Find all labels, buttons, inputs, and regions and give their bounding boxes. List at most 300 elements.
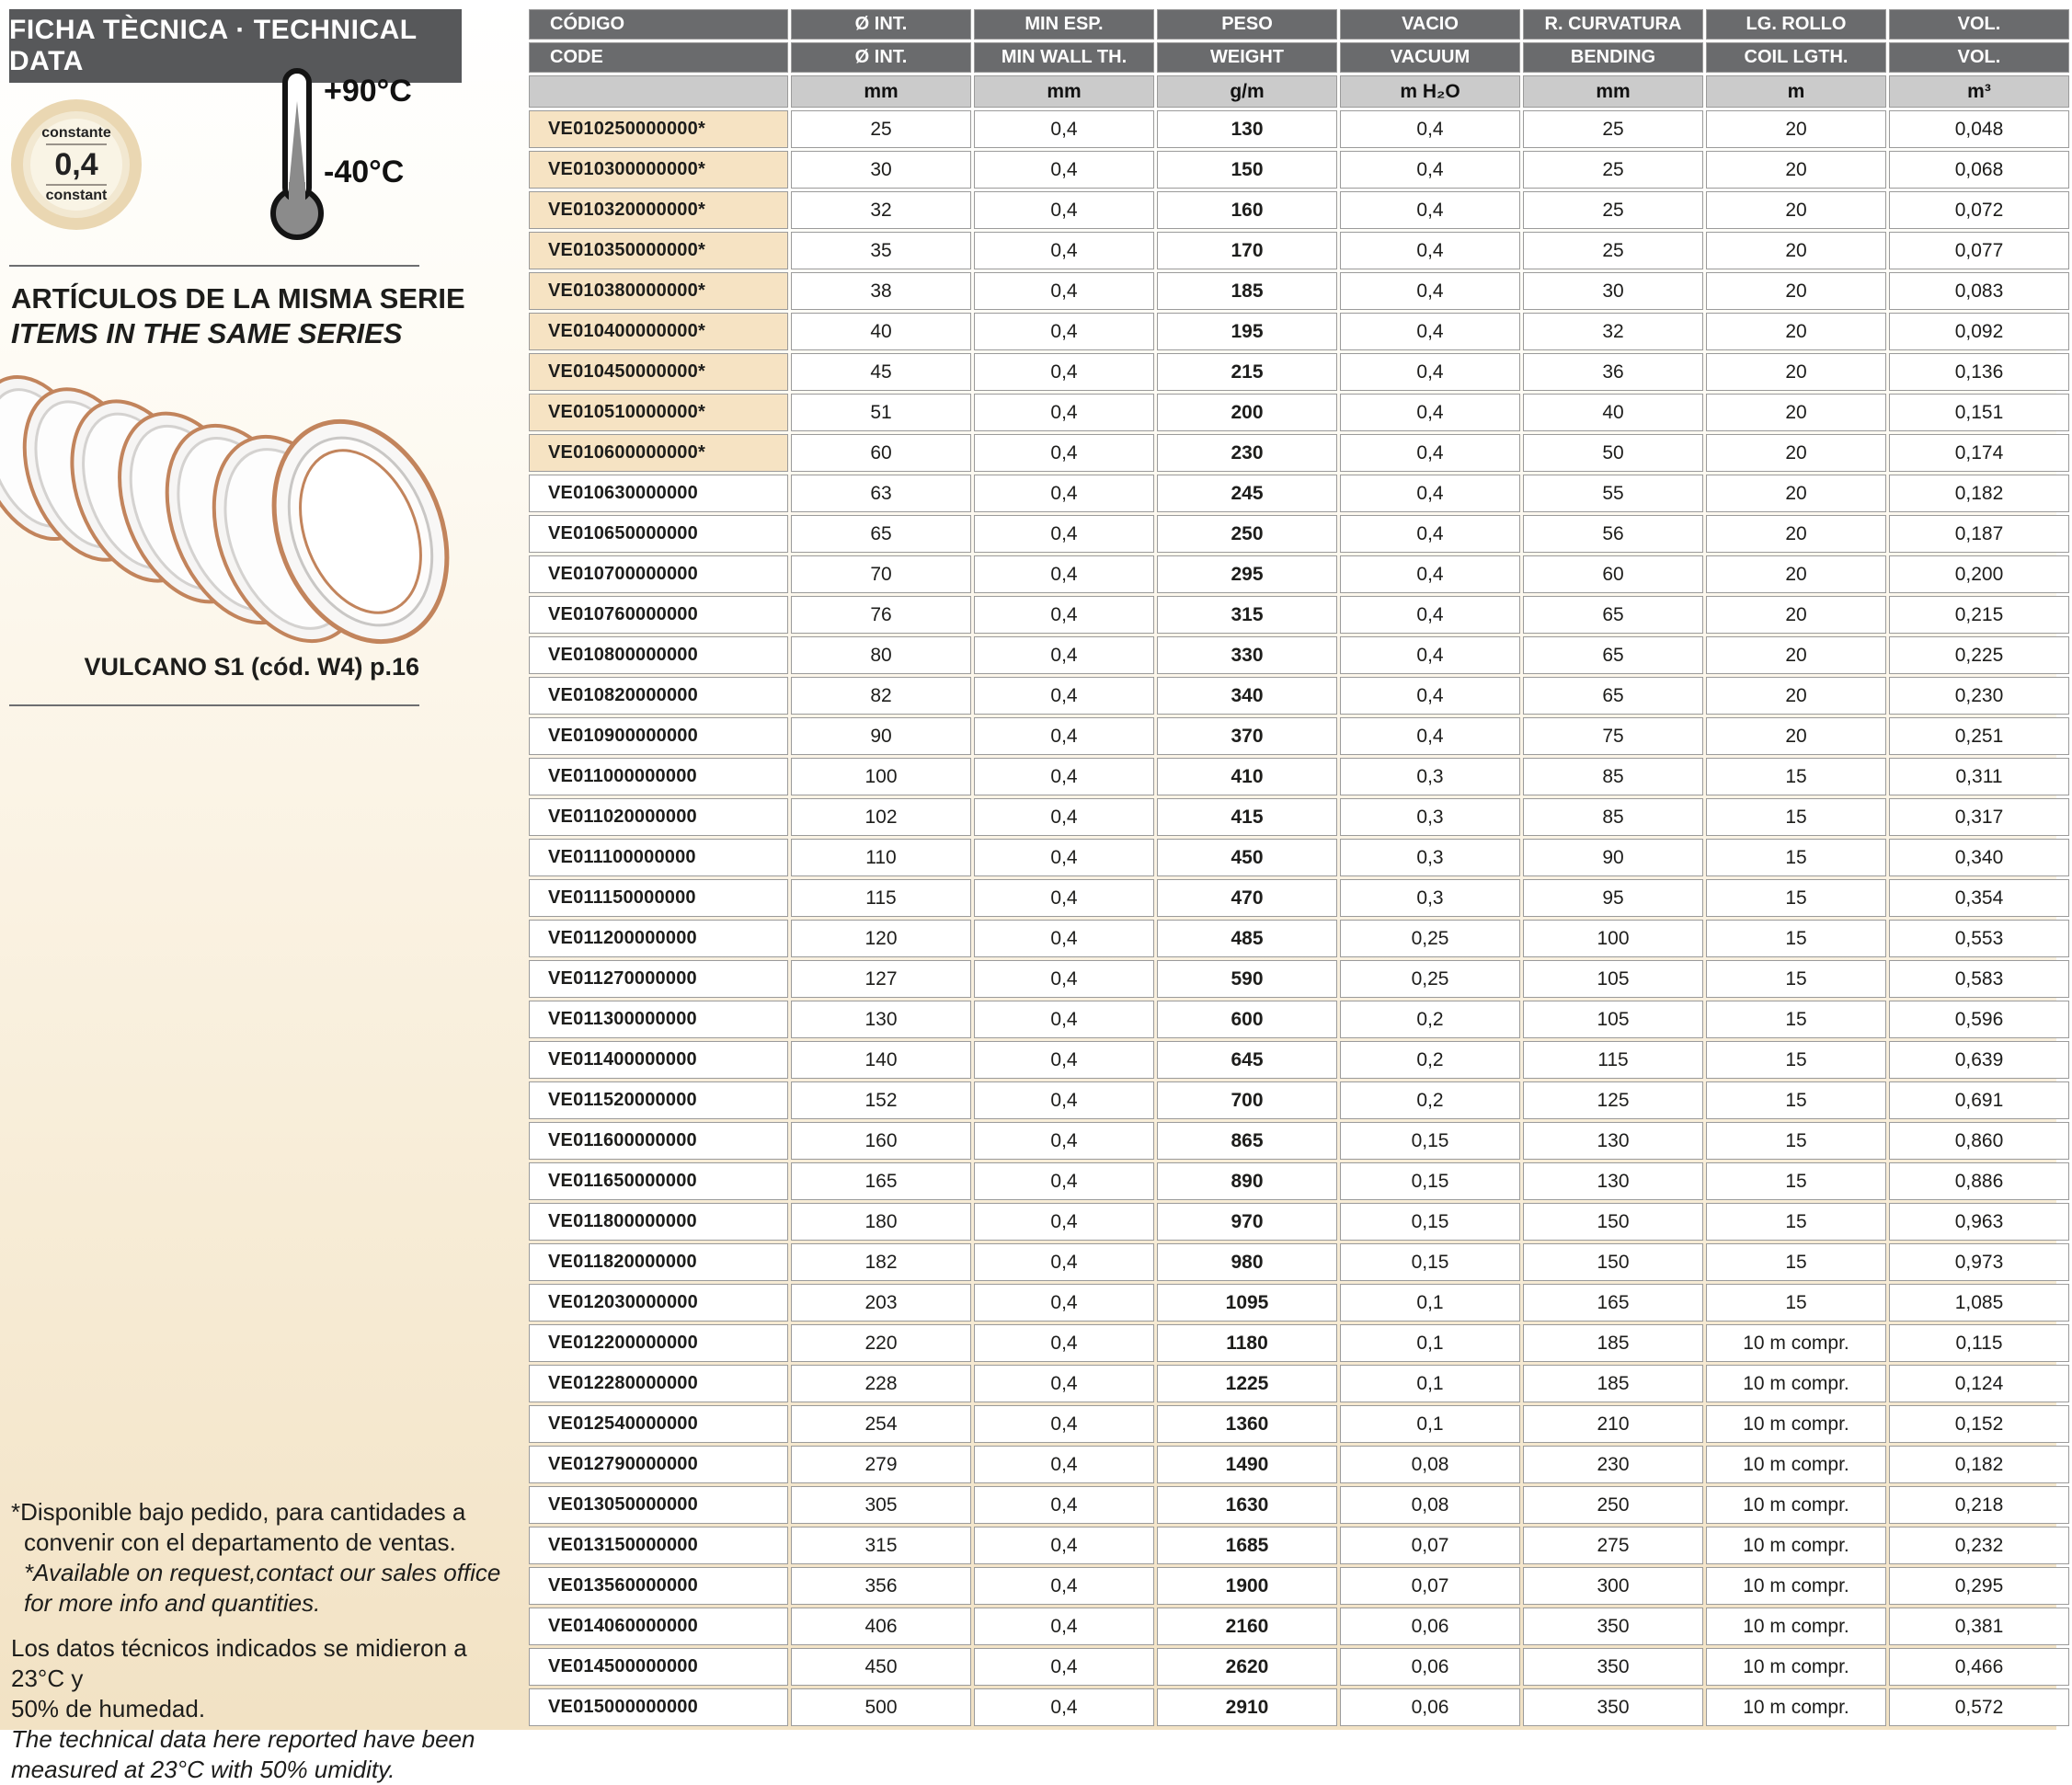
cell-bending: 115 xyxy=(1523,1041,1703,1079)
cell-min-wall: 0,4 xyxy=(974,1648,1154,1686)
cell-inner-diameter: 182 xyxy=(791,1243,971,1281)
cell-bending: 150 xyxy=(1523,1203,1703,1241)
cell-code: VE011520000000 xyxy=(529,1081,788,1119)
cell-bending: 25 xyxy=(1523,191,1703,229)
cell-coil-length: 20 xyxy=(1706,636,1886,674)
cell-inner-diameter: 76 xyxy=(791,596,971,634)
cell-inner-diameter: 110 xyxy=(791,839,971,876)
cell-volume: 0,048 xyxy=(1889,110,2069,148)
cell-coil-length: 15 xyxy=(1706,1001,1886,1038)
cell-code: VE010250000000* xyxy=(529,110,788,148)
table-row xyxy=(529,758,2069,795)
cell-coil-length: 20 xyxy=(1706,555,1886,593)
header-bending: BENDING xyxy=(1523,42,1703,73)
cell-code: VE012540000000 xyxy=(529,1405,788,1443)
cell-code: VE011150000000 xyxy=(529,879,788,917)
cell-vacuum: 0,4 xyxy=(1340,555,1520,593)
cell-bending: 56 xyxy=(1523,515,1703,553)
cell-inner-diameter: 130 xyxy=(791,1001,971,1038)
thermometer-icon xyxy=(269,66,326,247)
cell-vacuum: 0,4 xyxy=(1340,515,1520,553)
footnote-measured-es-line1: Los datos técnicos indicados se midieron a 23°C y xyxy=(11,1634,467,1692)
cell-vacuum: 0,4 xyxy=(1340,434,1520,472)
cell-vacuum: 0,06 xyxy=(1340,1648,1520,1686)
cell-bending: 25 xyxy=(1523,232,1703,269)
cell-coil-length: 20 xyxy=(1706,191,1886,229)
table-row xyxy=(529,191,2069,229)
cell-code: VE010400000000* xyxy=(529,313,788,350)
cell-volume: 0,583 xyxy=(1889,960,2069,998)
cell-coil-length: 15 xyxy=(1706,839,1886,876)
cell-coil-length: 15 xyxy=(1706,879,1886,917)
badge-value: 0,4 xyxy=(54,147,98,182)
cell-min-wall: 0,4 xyxy=(974,798,1154,836)
cell-weight: 890 xyxy=(1157,1162,1337,1200)
cell-vacuum: 0,15 xyxy=(1340,1122,1520,1160)
cell-weight: 370 xyxy=(1157,717,1337,755)
cell-vacuum: 0,4 xyxy=(1340,394,1520,431)
table-row xyxy=(529,475,2069,512)
cell-code: VE011200000000 xyxy=(529,920,788,957)
cell-min-wall: 0,4 xyxy=(974,1001,1154,1038)
temperature-max: +90°C xyxy=(324,74,412,109)
cell-vacuum: 0,4 xyxy=(1340,353,1520,391)
cell-coil-length: 20 xyxy=(1706,596,1886,634)
cell-volume: 0,218 xyxy=(1889,1486,2069,1524)
cell-coil-length: 20 xyxy=(1706,353,1886,391)
table-row xyxy=(529,110,2069,148)
cell-weight: 980 xyxy=(1157,1243,1337,1281)
cell-inner-diameter: 115 xyxy=(791,879,971,917)
cell-vacuum: 0,4 xyxy=(1340,475,1520,512)
unit-mh2o: m H₂O xyxy=(1340,75,1520,108)
cell-min-wall: 0,4 xyxy=(974,839,1154,876)
cell-vacuum: 0,1 xyxy=(1340,1284,1520,1322)
divider-line xyxy=(9,704,419,706)
cell-min-wall: 0,4 xyxy=(974,313,1154,350)
cell-volume: 0,136 xyxy=(1889,353,2069,391)
table-row xyxy=(529,394,2069,431)
cell-vacuum: 0,08 xyxy=(1340,1486,1520,1524)
cell-bending: 36 xyxy=(1523,353,1703,391)
cell-bending: 130 xyxy=(1523,1122,1703,1160)
cell-code: VE011020000000 xyxy=(529,798,788,836)
cell-min-wall: 0,4 xyxy=(974,596,1154,634)
page-title: FICHA TÈCNICA · TECHNICAL DATA xyxy=(9,9,462,83)
cell-weight: 315 xyxy=(1157,596,1337,634)
cell-min-wall: 0,4 xyxy=(974,1041,1154,1079)
cell-coil-length: 15 xyxy=(1706,1162,1886,1200)
cell-volume: 0,232 xyxy=(1889,1527,2069,1564)
cell-volume: 0,200 xyxy=(1889,555,2069,593)
cell-min-wall: 0,4 xyxy=(974,1608,1154,1645)
cell-min-wall: 0,4 xyxy=(974,151,1154,189)
badge-label-en: constant xyxy=(45,188,108,203)
cell-code: VE012200000000 xyxy=(529,1324,788,1362)
cell-weight: 295 xyxy=(1157,555,1337,593)
cell-bending: 105 xyxy=(1523,1001,1703,1038)
cell-min-wall: 0,4 xyxy=(974,353,1154,391)
cell-weight: 150 xyxy=(1157,151,1337,189)
cell-inner-diameter: 65 xyxy=(791,515,971,553)
series-heading xyxy=(11,281,489,351)
table-row xyxy=(529,717,2069,755)
footnote-measured-en-line2: measured at 23°C with 50% umidity. xyxy=(11,1756,395,1783)
cell-bending: 50 xyxy=(1523,434,1703,472)
cell-coil-length: 15 xyxy=(1706,1243,1886,1281)
cell-min-wall: 0,4 xyxy=(974,636,1154,674)
table-row xyxy=(529,636,2069,674)
cell-min-wall: 0,4 xyxy=(974,272,1154,310)
cell-inner-diameter: 32 xyxy=(791,191,971,229)
cell-inner-diameter: 356 xyxy=(791,1567,971,1605)
cell-vacuum: 0,25 xyxy=(1340,920,1520,957)
cell-min-wall: 0,4 xyxy=(974,515,1154,553)
cell-bending: 30 xyxy=(1523,272,1703,310)
footnotes xyxy=(11,1497,522,1785)
cell-code: VE010760000000 xyxy=(529,596,788,634)
cell-code: VE010510000000* xyxy=(529,394,788,431)
cell-inner-diameter: 140 xyxy=(791,1041,971,1079)
header-peso: PESO xyxy=(1157,9,1337,40)
cell-code: VE010650000000 xyxy=(529,515,788,553)
unit-gm: g/m xyxy=(1157,75,1337,108)
cell-vacuum: 0,15 xyxy=(1340,1243,1520,1281)
cell-weight: 170 xyxy=(1157,232,1337,269)
cell-bending: 350 xyxy=(1523,1688,1703,1726)
cell-code: VE010630000000 xyxy=(529,475,788,512)
table-row xyxy=(529,151,2069,189)
cell-vacuum: 0,07 xyxy=(1340,1527,1520,1564)
cell-inner-diameter: 100 xyxy=(791,758,971,795)
cell-vacuum: 0,4 xyxy=(1340,272,1520,310)
cell-bending: 65 xyxy=(1523,677,1703,715)
cell-volume: 0,174 xyxy=(1889,434,2069,472)
cell-code: VE011400000000 xyxy=(529,1041,788,1079)
cell-coil-length: 10 m compr. xyxy=(1706,1486,1886,1524)
cell-bending: 32 xyxy=(1523,313,1703,350)
cell-coil-length: 20 xyxy=(1706,110,1886,148)
header-weight: WEIGHT xyxy=(1157,42,1337,73)
table-row xyxy=(529,1203,2069,1241)
cell-code: VE011820000000 xyxy=(529,1243,788,1281)
table-row xyxy=(529,798,2069,836)
header-min-esp: MIN ESP. xyxy=(974,9,1154,40)
cell-coil-length: 20 xyxy=(1706,434,1886,472)
cell-vacuum: 0,4 xyxy=(1340,110,1520,148)
table-row xyxy=(529,1527,2069,1564)
cell-volume: 0,691 xyxy=(1889,1081,2069,1119)
cell-vacuum: 0,25 xyxy=(1340,960,1520,998)
unit-code xyxy=(529,75,788,108)
cell-vacuum: 0,4 xyxy=(1340,232,1520,269)
footnote-measured-en-line1: The technical data here reported have been xyxy=(11,1725,475,1753)
cell-code: VE011650000000 xyxy=(529,1162,788,1200)
unit-mm-diameter: mm xyxy=(791,75,971,108)
table-row xyxy=(529,1446,2069,1483)
cell-min-wall: 0,4 xyxy=(974,1203,1154,1241)
cell-weight: 590 xyxy=(1157,960,1337,998)
cell-vacuum: 0,4 xyxy=(1340,636,1520,674)
cell-bending: 125 xyxy=(1523,1081,1703,1119)
cell-coil-length: 15 xyxy=(1706,1122,1886,1160)
cell-volume: 0,225 xyxy=(1889,636,2069,674)
cell-code: VE012030000000 xyxy=(529,1284,788,1322)
cell-min-wall: 0,4 xyxy=(974,1405,1154,1443)
cell-weight: 1180 xyxy=(1157,1324,1337,1362)
cell-coil-length: 20 xyxy=(1706,313,1886,350)
cell-bending: 105 xyxy=(1523,960,1703,998)
cell-weight: 1225 xyxy=(1157,1365,1337,1402)
header-vacio: VACIO xyxy=(1340,9,1520,40)
cell-code: VE010350000000* xyxy=(529,232,788,269)
cell-code: VE013050000000 xyxy=(529,1486,788,1524)
cell-weight: 2160 xyxy=(1157,1608,1337,1645)
header-row-es xyxy=(529,9,2069,40)
table-row xyxy=(529,1405,2069,1443)
cell-min-wall: 0,4 xyxy=(974,717,1154,755)
cell-weight: 340 xyxy=(1157,677,1337,715)
cell-volume: 0,072 xyxy=(1889,191,2069,229)
table-row xyxy=(529,960,2069,998)
cell-inner-diameter: 127 xyxy=(791,960,971,998)
table-row xyxy=(529,272,2069,310)
cell-volume: 0,354 xyxy=(1889,879,2069,917)
cell-coil-length: 15 xyxy=(1706,758,1886,795)
cell-code: VE010380000000* xyxy=(529,272,788,310)
cell-inner-diameter: 500 xyxy=(791,1688,971,1726)
cell-inner-diameter: 60 xyxy=(791,434,971,472)
cell-min-wall: 0,4 xyxy=(974,475,1154,512)
table-row xyxy=(529,1243,2069,1281)
cell-vacuum: 0,08 xyxy=(1340,1446,1520,1483)
cell-inner-diameter: 90 xyxy=(791,717,971,755)
cell-bending: 230 xyxy=(1523,1446,1703,1483)
header-min-wall: MIN WALL TH. xyxy=(974,42,1154,73)
cell-min-wall: 0,4 xyxy=(974,1243,1154,1281)
cell-volume: 0,077 xyxy=(1889,232,2069,269)
cell-min-wall: 0,4 xyxy=(974,1486,1154,1524)
cell-weight: 195 xyxy=(1157,313,1337,350)
cell-bending: 185 xyxy=(1523,1365,1703,1402)
cell-code: VE011800000000 xyxy=(529,1203,788,1241)
cell-code: VE010320000000* xyxy=(529,191,788,229)
cell-inner-diameter: 35 xyxy=(791,232,971,269)
table-row xyxy=(529,434,2069,472)
cell-code: VE011600000000 xyxy=(529,1122,788,1160)
cell-volume: 0,466 xyxy=(1889,1648,2069,1686)
cell-coil-length: 10 m compr. xyxy=(1706,1324,1886,1362)
cell-coil-length: 15 xyxy=(1706,960,1886,998)
cell-vacuum: 0,3 xyxy=(1340,798,1520,836)
header-vol-es: VOL. xyxy=(1889,9,2069,40)
cell-min-wall: 0,4 xyxy=(974,394,1154,431)
cell-min-wall: 0,4 xyxy=(974,232,1154,269)
cell-inner-diameter: 102 xyxy=(791,798,971,836)
cell-code: VE013150000000 xyxy=(529,1527,788,1564)
cell-volume: 0,973 xyxy=(1889,1243,2069,1281)
cell-code: VE011100000000 xyxy=(529,839,788,876)
cell-volume: 0,083 xyxy=(1889,272,2069,310)
cell-weight: 200 xyxy=(1157,394,1337,431)
cell-code: VE011270000000 xyxy=(529,960,788,998)
cell-bending: 75 xyxy=(1523,717,1703,755)
cell-bending: 85 xyxy=(1523,798,1703,836)
cell-volume: 0,886 xyxy=(1889,1162,2069,1200)
footnote-available-en-line2: for more info and quantities. xyxy=(24,1589,321,1617)
cell-min-wall: 0,4 xyxy=(974,1527,1154,1564)
cell-coil-length: 20 xyxy=(1706,475,1886,512)
cell-inner-diameter: 120 xyxy=(791,920,971,957)
cell-coil-length: 20 xyxy=(1706,677,1886,715)
header-curvatura: R. CURVATURA xyxy=(1523,9,1703,40)
cell-volume: 0,124 xyxy=(1889,1365,2069,1402)
divider-line xyxy=(9,265,419,267)
series-heading-en: ITEMS IN THE SAME SERIES xyxy=(11,317,403,349)
cell-code: VE010700000000 xyxy=(529,555,788,593)
cell-min-wall: 0,4 xyxy=(974,1081,1154,1119)
cell-vacuum: 0,3 xyxy=(1340,758,1520,795)
constant-badge xyxy=(11,99,142,230)
temperature-min: -40°C xyxy=(324,154,405,189)
table-row xyxy=(529,1486,2069,1524)
header-code: CODE xyxy=(529,42,788,73)
cell-bending: 95 xyxy=(1523,879,1703,917)
cell-min-wall: 0,4 xyxy=(974,1688,1154,1726)
footnote-measured-es-line2: 50% de humedad. xyxy=(11,1695,206,1722)
cell-vacuum: 0,3 xyxy=(1340,879,1520,917)
cell-coil-length: 10 m compr. xyxy=(1706,1688,1886,1726)
cell-weight: 645 xyxy=(1157,1041,1337,1079)
table-row xyxy=(529,555,2069,593)
cell-coil-length: 10 m compr. xyxy=(1706,1405,1886,1443)
cell-inner-diameter: 180 xyxy=(791,1203,971,1241)
cell-inner-diameter: 70 xyxy=(791,555,971,593)
cell-min-wall: 0,4 xyxy=(974,960,1154,998)
cell-weight: 1900 xyxy=(1157,1567,1337,1605)
cell-coil-length: 10 m compr. xyxy=(1706,1446,1886,1483)
cell-bending: 350 xyxy=(1523,1608,1703,1645)
cell-vacuum: 0,1 xyxy=(1340,1405,1520,1443)
spec-table xyxy=(526,6,2072,1729)
cell-vacuum: 0,1 xyxy=(1340,1365,1520,1402)
cell-coil-length: 15 xyxy=(1706,798,1886,836)
cell-coil-length: 10 m compr. xyxy=(1706,1567,1886,1605)
cell-coil-length: 20 xyxy=(1706,232,1886,269)
cell-volume: 0,182 xyxy=(1889,475,2069,512)
cell-bending: 250 xyxy=(1523,1486,1703,1524)
cell-code: VE011300000000 xyxy=(529,1001,788,1038)
cell-volume: 0,152 xyxy=(1889,1405,2069,1443)
cell-weight: 245 xyxy=(1157,475,1337,512)
cell-vacuum: 0,4 xyxy=(1340,313,1520,350)
cell-coil-length: 10 m compr. xyxy=(1706,1527,1886,1564)
cell-inner-diameter: 63 xyxy=(791,475,971,512)
table-row xyxy=(529,232,2069,269)
cell-coil-length: 10 m compr. xyxy=(1706,1608,1886,1645)
cell-code: VE010800000000 xyxy=(529,636,788,674)
cell-bending: 210 xyxy=(1523,1405,1703,1443)
cell-volume: 0,092 xyxy=(1889,313,2069,350)
cell-inner-diameter: 38 xyxy=(791,272,971,310)
cell-weight: 970 xyxy=(1157,1203,1337,1241)
cell-coil-length: 20 xyxy=(1706,515,1886,553)
series-item-caption: VULCANO S1 (cód. W4) p.16 xyxy=(84,653,419,681)
cell-weight: 130 xyxy=(1157,110,1337,148)
cell-vacuum: 0,2 xyxy=(1340,1001,1520,1038)
cell-volume: 0,115 xyxy=(1889,1324,2069,1362)
cell-vacuum: 0,2 xyxy=(1340,1041,1520,1079)
cell-inner-diameter: 279 xyxy=(791,1446,971,1483)
table-row xyxy=(529,1081,2069,1119)
cell-weight: 450 xyxy=(1157,839,1337,876)
header-row-en xyxy=(529,42,2069,73)
cell-bending: 40 xyxy=(1523,394,1703,431)
cell-weight: 2620 xyxy=(1157,1648,1337,1686)
constant-badge-center xyxy=(30,119,122,211)
cell-volume: 0,311 xyxy=(1889,758,2069,795)
cell-bending: 100 xyxy=(1523,920,1703,957)
cell-coil-length: 15 xyxy=(1706,1041,1886,1079)
cell-inner-diameter: 228 xyxy=(791,1365,971,1402)
cell-min-wall: 0,4 xyxy=(974,920,1154,957)
table-row xyxy=(529,1122,2069,1160)
cell-inner-diameter: 315 xyxy=(791,1527,971,1564)
cell-inner-diameter: 82 xyxy=(791,677,971,715)
cell-coil-length: 20 xyxy=(1706,272,1886,310)
cell-min-wall: 0,4 xyxy=(974,1446,1154,1483)
cell-inner-diameter: 203 xyxy=(791,1284,971,1322)
cell-weight: 185 xyxy=(1157,272,1337,310)
units-row xyxy=(529,75,2069,108)
cell-bending: 60 xyxy=(1523,555,1703,593)
cell-volume: 0,572 xyxy=(1889,1688,2069,1726)
cell-bending: 65 xyxy=(1523,636,1703,674)
cell-coil-length: 15 xyxy=(1706,1284,1886,1322)
cell-weight: 410 xyxy=(1157,758,1337,795)
cell-code: VE010820000000 xyxy=(529,677,788,715)
cell-min-wall: 0,4 xyxy=(974,434,1154,472)
cell-code: VE012280000000 xyxy=(529,1365,788,1402)
cell-bending: 90 xyxy=(1523,839,1703,876)
header-diametro: Ø INT. xyxy=(791,9,971,40)
cell-min-wall: 0,4 xyxy=(974,1567,1154,1605)
cell-min-wall: 0,4 xyxy=(974,110,1154,148)
cell-code: VE015000000000 xyxy=(529,1688,788,1726)
cell-code: VE014060000000 xyxy=(529,1608,788,1645)
cell-min-wall: 0,4 xyxy=(974,879,1154,917)
cell-inner-diameter: 220 xyxy=(791,1324,971,1362)
table-row xyxy=(529,1162,2069,1200)
header-coil-length: COIL LGTH. xyxy=(1706,42,1886,73)
table-row xyxy=(529,353,2069,391)
header-vol-en: VOL. xyxy=(1889,42,2069,73)
cell-volume: 0,553 xyxy=(1889,920,2069,957)
cell-coil-length: 20 xyxy=(1706,717,1886,755)
cell-code: VE010450000000* xyxy=(529,353,788,391)
cell-min-wall: 0,4 xyxy=(974,1365,1154,1402)
cell-vacuum: 0,07 xyxy=(1340,1567,1520,1605)
cell-bending: 65 xyxy=(1523,596,1703,634)
cell-bending: 350 xyxy=(1523,1648,1703,1686)
cell-inner-diameter: 80 xyxy=(791,636,971,674)
cell-inner-diameter: 51 xyxy=(791,394,971,431)
cell-min-wall: 0,4 xyxy=(974,1122,1154,1160)
series-heading-es: ARTÍCULOS DE LA MISMA SERIE xyxy=(11,282,465,315)
cell-volume: 0,230 xyxy=(1889,677,2069,715)
cell-vacuum: 0,06 xyxy=(1340,1608,1520,1645)
cell-bending: 165 xyxy=(1523,1284,1703,1322)
